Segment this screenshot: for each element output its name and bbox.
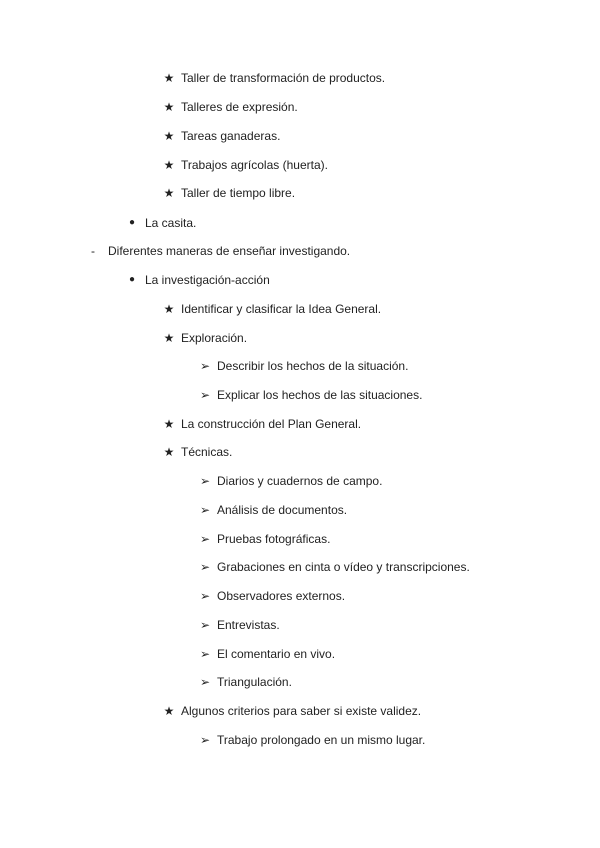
- list-item-text: Taller de tiempo libre.: [181, 186, 296, 200]
- arrow-bullet-icon: ➢: [199, 589, 211, 603]
- star-bullet-icon: ★: [163, 100, 175, 114]
- arrow-bullet-icon: ➢: [199, 618, 211, 632]
- list-item-text: Taller de transformación de productos.: [181, 71, 386, 85]
- list-item-text: Tareas ganaderas.: [181, 129, 281, 143]
- arrow-bullet-icon: ➢: [199, 474, 211, 488]
- star-bullet-icon: ★: [163, 445, 175, 459]
- arrow-bullet-icon: ➢: [199, 503, 211, 517]
- list-item-text: La construcción del Plan General.: [181, 417, 362, 431]
- star-bullet-icon: ★: [163, 186, 175, 200]
- list-item-text: Talleres de expresión.: [181, 100, 298, 114]
- list-item-text: Análisis de documentos.: [217, 503, 348, 517]
- list-item-text: Entrevistas.: [217, 618, 280, 632]
- arrow-bullet-icon: ➢: [199, 359, 211, 373]
- list-item-text: Explicar los hechos de las situaciones.: [217, 388, 423, 402]
- star-bullet-icon: ★: [163, 704, 175, 718]
- list-item-text: Diferentes maneras de enseñar investigando.: [108, 244, 351, 258]
- star-bullet-icon: ★: [163, 331, 175, 345]
- star-bullet-icon: ★: [163, 71, 175, 85]
- arrow-bullet-icon: ➢: [199, 388, 211, 402]
- list-item-text: Exploración.: [181, 331, 248, 345]
- dot-bullet-icon: ●: [128, 274, 136, 285]
- list-item-text: Trabajos agrícolas (huerta).: [181, 158, 328, 172]
- list-item-text: Grabaciones en cinta o vídeo y transcripciones.: [217, 560, 470, 574]
- list-item-text: El comentario en vivo.: [217, 647, 336, 661]
- star-bullet-icon: ★: [163, 158, 175, 172]
- list-item-text: La investigación-acción: [145, 273, 270, 287]
- star-bullet-icon: ★: [163, 129, 175, 143]
- list-item-text: Pruebas fotográficas.: [217, 532, 331, 546]
- list-item-text: Diarios y cuadernos de campo.: [217, 474, 383, 488]
- arrow-bullet-icon: ➢: [199, 560, 211, 574]
- list-item-text: Técnicas.: [181, 445, 233, 459]
- star-bullet-icon: ★: [163, 417, 175, 431]
- list-item-text: Trabajo prolongado en un mismo lugar.: [217, 733, 426, 747]
- star-bullet-icon: ★: [163, 302, 175, 316]
- list-item-text: La casita.: [145, 216, 197, 230]
- dash-bullet-icon: -: [91, 244, 95, 258]
- arrow-bullet-icon: ➢: [199, 647, 211, 661]
- arrow-bullet-icon: ➢: [199, 532, 211, 546]
- list-item-text: Triangulación.: [217, 675, 292, 689]
- list-item-text: Identificar y clasificar la Idea General.: [181, 302, 382, 316]
- list-item-text: Observadores externos.: [217, 589, 346, 603]
- list-item-text: Describir los hechos de la situación.: [217, 359, 409, 373]
- list-item-text: Algunos criterios para saber si existe validez.: [181, 704, 422, 718]
- arrow-bullet-icon: ➢: [199, 733, 211, 747]
- arrow-bullet-icon: ➢: [199, 675, 211, 689]
- dot-bullet-icon: ●: [128, 217, 136, 228]
